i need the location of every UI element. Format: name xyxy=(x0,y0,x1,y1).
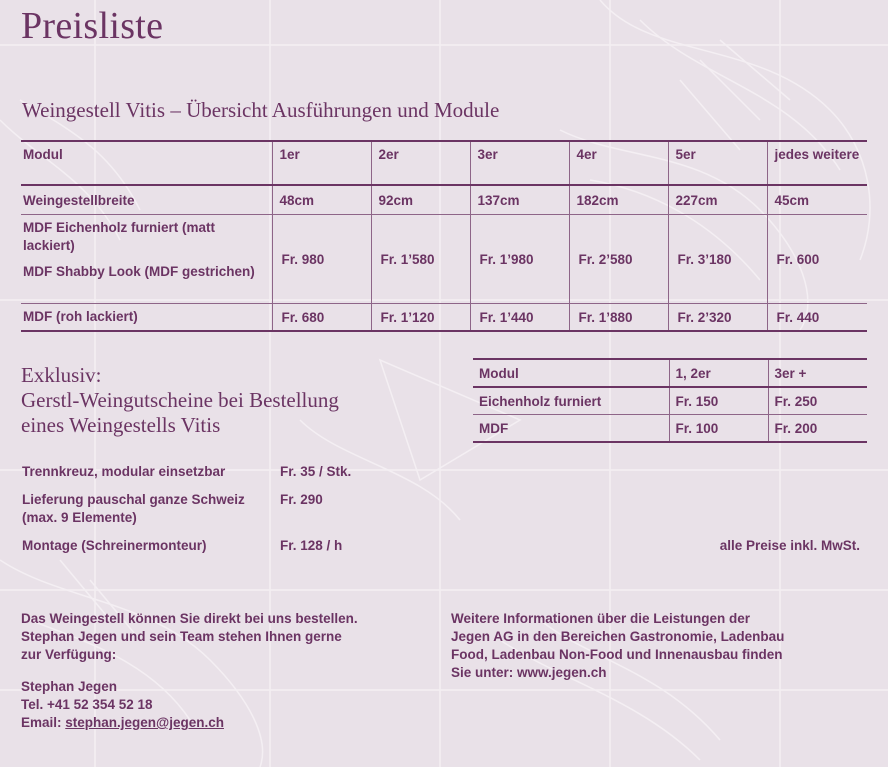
extra-price: Fr. 128 / h xyxy=(280,538,343,553)
table-row xyxy=(473,415,867,443)
exklusiv-line: Gerstl-Weingutscheine bei Bestellung xyxy=(21,388,339,412)
table-cell: Fr. 1’980 xyxy=(470,215,569,304)
extra-price: Fr. 290 xyxy=(280,492,323,507)
table-row xyxy=(21,304,867,332)
extra-label xyxy=(22,491,280,527)
email-label: Email: xyxy=(21,715,66,730)
row-label: Eichenholz furniert xyxy=(473,387,669,415)
exklusiv-heading xyxy=(21,363,339,438)
info-block xyxy=(451,610,851,682)
table-cell: Fr. 100 xyxy=(669,415,768,443)
row-label-eiche: MDF Eichenholz furniert (matt lackiert) xyxy=(23,220,215,253)
table-cell: Fr. 150 xyxy=(669,387,768,415)
table-cell: Fr. 250 xyxy=(768,387,867,415)
page-title: Preisliste xyxy=(21,5,164,47)
table-cell: Fr. 980 xyxy=(272,215,371,304)
table-cell: Fr. 1’880 xyxy=(569,304,668,332)
table-cell: Fr. 440 xyxy=(767,304,867,332)
list-item xyxy=(22,491,522,527)
row-label: MDF (roh lackiert) xyxy=(21,304,272,332)
extra-label-line: (max. 9 Elemente) xyxy=(22,510,137,525)
table-cell: Fr. 200 xyxy=(768,415,867,443)
row-label: Weingestellbreite xyxy=(21,185,272,215)
table-cell: Fr. 1’120 xyxy=(371,304,470,332)
header-cell: 1er xyxy=(272,141,371,185)
header-cell: Modul xyxy=(473,359,669,387)
table-cell: 182cm xyxy=(569,185,668,215)
row-label xyxy=(21,215,272,304)
contact-details xyxy=(21,678,421,732)
contact-name: Stephan Jegen xyxy=(21,679,118,694)
extra-label: Trennkreuz, modular einsetzbar xyxy=(22,464,226,479)
list-item xyxy=(22,537,522,555)
extra-label: Montage (Schreinermonteur) xyxy=(22,538,207,553)
section-title: Weingestell Vitis – Übersicht Ausführungen und Module xyxy=(22,98,500,122)
extras-list xyxy=(22,463,522,555)
header-cell: 3er xyxy=(470,141,569,185)
table-cell: Fr. 680 xyxy=(272,304,371,332)
info-line: Food, Ladenbau Non-Food und Innenausbau finden xyxy=(451,647,783,662)
table-cell: 48cm xyxy=(272,185,371,215)
info-line: Jegen AG in den Bereichen Gastronomie, Ladenbau xyxy=(451,629,785,644)
list-item xyxy=(22,463,522,481)
contact-intro-line: zur Verfügung: xyxy=(21,647,117,662)
table-row xyxy=(473,387,867,415)
contact-phone: Tel. +41 52 354 52 18 xyxy=(21,697,153,712)
vat-note: alle Preise inkl. MwSt. xyxy=(719,538,860,553)
table-cell: Fr. 1’580 xyxy=(371,215,470,304)
info-line: Sie unter: www.jegen.ch xyxy=(451,665,607,680)
info-line: Weitere Informationen über die Leistungen der xyxy=(451,611,751,626)
header-cell: Modul xyxy=(21,141,272,185)
contact-intro xyxy=(21,610,421,664)
table-cell: Fr. 600 xyxy=(767,215,867,304)
table-cell: Fr. 2’580 xyxy=(569,215,668,304)
price-table xyxy=(21,140,867,332)
table-cell: Fr. 2’320 xyxy=(668,304,767,332)
header-cell: 2er xyxy=(371,141,470,185)
table-cell: Fr. 1’440 xyxy=(470,304,569,332)
email-link[interactable]: stephan.jegen@jegen.ch xyxy=(65,715,224,730)
extra-price: Fr. 35 / Stk. xyxy=(280,464,352,479)
table-row xyxy=(21,185,867,215)
contact-block xyxy=(21,610,421,746)
header-cell: 3er + xyxy=(768,359,867,387)
row-label-shabby: MDF Shabby Look (MDF gestrichen) xyxy=(23,264,255,279)
table-cell: 92cm xyxy=(371,185,470,215)
table-cell: 45cm xyxy=(767,185,867,215)
header-cell: jedes weitere xyxy=(767,141,867,185)
price-table-header xyxy=(21,141,867,185)
table-row xyxy=(21,215,867,304)
voucher-table-header xyxy=(473,359,867,387)
header-cell: 4er xyxy=(569,141,668,185)
exklusiv-line: eines Weingestells Vitis xyxy=(21,413,221,437)
header-cell: 5er xyxy=(668,141,767,185)
contact-intro-line: Das Weingestell können Sie direkt bei uns bestellen. xyxy=(21,611,358,626)
table-cell: 137cm xyxy=(470,185,569,215)
voucher-table xyxy=(473,358,867,443)
extra-label-line: Lieferung pauschal ganze Schweiz xyxy=(22,492,245,507)
row-label: MDF xyxy=(473,415,669,443)
exklusiv-line: Exklusiv: xyxy=(21,363,102,387)
contact-email-line xyxy=(21,714,421,732)
table-cell: 227cm xyxy=(668,185,767,215)
header-cell: 1, 2er xyxy=(669,359,768,387)
table-cell: Fr. 3’180 xyxy=(668,215,767,304)
contact-intro-line: Stephan Jegen und sein Team stehen Ihnen gerne xyxy=(21,629,342,644)
